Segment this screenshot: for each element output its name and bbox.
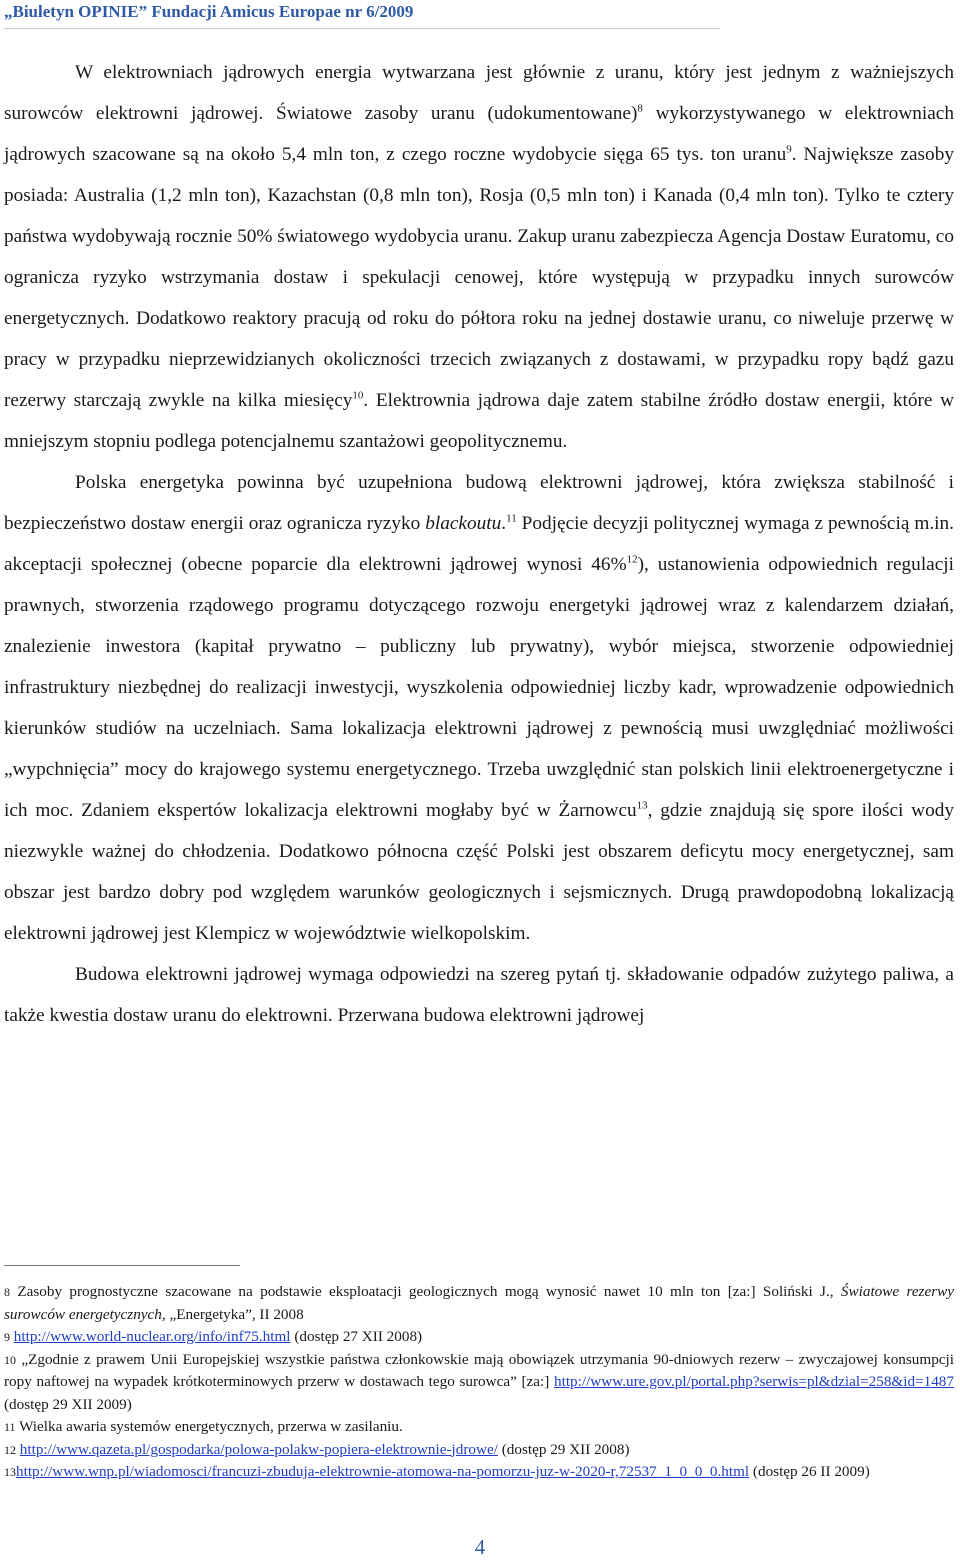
text-run: Zasoby prognostyczne szacowane na podstawie eksploatacji geologicznych mogą wynosić nawet 10 mln ton [za:] Soliński J.,: [10, 1283, 841, 1300]
footnote-10: [4, 1349, 954, 1417]
footnote-link[interactable]: http://www.wnp.pl/wiadomosci/francuzi-zbuduja-elektrownie-atomowa-na-pomorzu-juz-w-2020-r,72537_1_0_0_0.html: [16, 1463, 750, 1480]
footnote-13: [4, 1461, 954, 1484]
text-run: (dostęp 27 XII 2008): [290, 1328, 423, 1345]
text-run: „Zgodnie z prawem Unii Europejskiej wszystkie państwa członkowskie mają obowiązek utrzymania 90-dniowych rezerw – zwyczajowej konsumpcji ropy naftowej na wypadek krótkoterminowych przerw w dostawach tego surowca” [za:]: [4, 1350, 954, 1390]
text-run: Polska energetyka powinna być uzupełniona budową elektrowni jądrowej, która zwiększa stabilność i bezpieczeństwo dostaw energii oraz ogranicza ryzyko: [4, 472, 954, 534]
footnote-ref[interactable]: 12: [626, 553, 638, 566]
footnote-number: 11: [4, 1420, 16, 1434]
footnote-ref[interactable]: 8: [637, 102, 643, 115]
footnote-8: [4, 1281, 954, 1326]
text-run: ), ustanowienia odpowiednich regulacji prawnych, stworzenia rządowego programu dotyczącego rozwoju energetyki jądrowej wraz z kalendarzem działań, znalezienie inwestora (kapitał prywatno – publiczny lub prywatny), wybór miejsca, stworzenie odpowiedniej infrastruktury niezbędnej do realizacji inwestycji, wyszkolenia odpowiedniej liczby kadr, wprowadzenie odpowiednich kierunków studiów na uczelniach. Sama lokalizacja elektrowni jądrowej z pewnością musi uwzględniać możliwości „wypchnięcia” mocy do krajowego systemu energetycznego. Trzeba uwzględnić stan polskich linii elektroenergetyczne i ich moc. Zdaniem ekspertów lokalizacja elektrowni mogłaby być w Żarnowcu: [4, 554, 955, 821]
text-run: .: [501, 513, 507, 534]
footnotes: [4, 1281, 954, 1484]
footnote-link[interactable]: http://www.world-nuclear.org/info/inf75.html: [13, 1328, 291, 1345]
footnote-link[interactable]: http://www.ure.gov.pl/portal.php?serwis=pl&dzial=258&id=1487: [554, 1373, 954, 1390]
footnote-number: 9: [4, 1330, 10, 1344]
footnote-divider: [4, 1265, 240, 1266]
text-run: wykorzystywanego w elektrowniach jądrowych szacowane są na około 5,4 mln ton, z czego roczne wydobycie sięga 65 tys. ton uranu: [4, 103, 954, 165]
footnote-9: [4, 1326, 954, 1349]
paragraph-construction: Budowa elektrowni jądrowej wymaga odpowiedzi na szereg pytań tj. składowanie odpadów zużytego paliwa, a także kwestia dostaw uranu do elektrowni. Przerwana budowa elektrowni jądrowej: [4, 964, 954, 1026]
footnote-ref[interactable]: 10: [352, 389, 364, 402]
footnote-link[interactable]: http://www.qazeta.pl/gospodarka/polowa-polakw-popiera-elektrownie-jdrowe/: [19, 1440, 498, 1458]
text-run: , gdzie znajdują się spore ilości wody niezwykle ważnej do chłodzenia. Dodatkowo północna część Polski jest obszarem deficytu mocy energetycznej, sam obszar jest bardzo dobry pod względem warunków geologicznych i sejsmicznych. Drugą prawdopodobną lokalizacją elektrowni jądrowej jest Klempicz w województwie wielkopolskim.: [4, 800, 954, 944]
text-run: . Największe zasoby posiada: Australia (1,2 mln ton), Kazachstan (0,8 mln ton), Rosja (0,5 mln ton) i Kanada (0,4 mln ton). Tylko te cztery państwa wydobywają rocznie 50% światowego wydobycia uranu. Zakup uranu zabezpiecza Agencja Dostaw Euratomu, co ogranicza ryzyko wstrzymania dostaw i spekulacji cenowej, które występują w przypadku innych surowców energetycznych. Dodatkowo reaktory pracują od roku do półtora roku na jednej dostawie uranu, co niweluje przerwę w pracy w przypadku nieprzewidzianych okoliczności trzecich związanych z dostawami, w przypadku ropy bądź gazu rezerwy starczają zwykle na kilka miesięcy: [4, 144, 954, 411]
article-body: [4, 52, 954, 1036]
emphasis-text: Światowe rezerwy surowców energetycznych,: [4, 1283, 954, 1323]
text-run: . Elektrownia jądrowa daje zatem stabilne źródło dostaw energii, które w mniejszym stopniu podlega potencjalnemu szantażowi geopolitycznemu.: [4, 390, 954, 452]
text-run: (dostęp 26 II 2009): [749, 1463, 870, 1480]
paragraph-uranium: [4, 52, 954, 462]
paragraph-polish-energy: [4, 462, 954, 954]
header-divider: [4, 28, 720, 29]
bulletin-header: „Biuletyn OPINIE” Fundacji Amicus Europae nr 6/2009: [4, 2, 414, 21]
footnote-number: 13: [4, 1465, 16, 1479]
footnote-ref[interactable]: 9: [786, 143, 792, 156]
emphasis-text: blackoutu: [425, 513, 502, 534]
footnote-number: 8: [4, 1285, 10, 1299]
footnote-11: [4, 1416, 954, 1439]
text-run: Podjęcie decyzji politycznej wymaga z pewnością m.in. akceptacji społecznej (obecne poparcie dla elektrowni jądrowej wynosi 46%: [4, 513, 954, 575]
text-run: „Energetyka”, II 2008: [165, 1305, 304, 1323]
footnote-number: 10: [4, 1352, 16, 1367]
text-run: Wielka awaria systemów energetycznych, przerwa w zasilaniu.: [15, 1418, 403, 1435]
page-number: 4: [474, 1535, 486, 1559]
footnote-number: 12: [4, 1442, 16, 1457]
footnote-ref[interactable]: 11: [506, 512, 517, 525]
text-run: (dostęp 29 XII 2008): [497, 1440, 630, 1458]
footnote-ref[interactable]: 13: [636, 799, 648, 812]
footnote-12: [4, 1439, 954, 1462]
text-run: (dostęp 29 XII 2009): [4, 1395, 132, 1413]
text-run: W elektrowniach jądrowych energia wytwarzana jest głównie z uranu, który jest jednym z ważniejszych surowców elektrowni jądrowej. Światowe zasoby uranu (udokumentowane): [4, 62, 954, 124]
